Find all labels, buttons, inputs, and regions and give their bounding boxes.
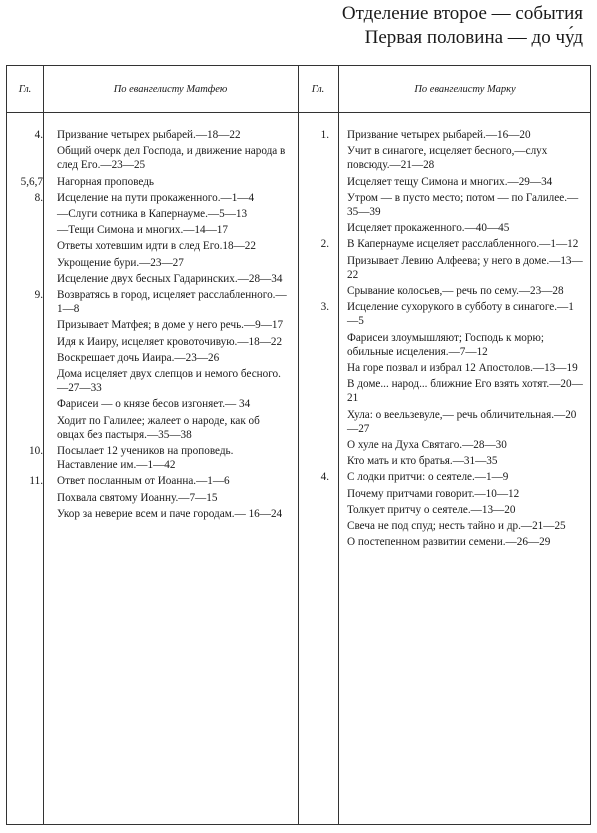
matthew-entry-text: Исцеление на пути прокаженного.—1—4 <box>57 191 255 204</box>
mark-entry-text: В Капернауме исцеляет расслабленного.—1—12 <box>347 238 579 251</box>
mark-entry-text: Толкует притчу о сеятеле.—13—20 <box>347 503 516 516</box>
mark-entry <box>320 300 585 328</box>
mark-entry <box>347 254 585 282</box>
mark-chapter-number: 3. <box>320 301 329 314</box>
mark-entry-text: Свеча не под спуд; несть тайно и др.—21—25 <box>347 520 566 533</box>
matthew-chapter-number: 8. <box>34 191 43 204</box>
matthew-entry <box>57 144 289 172</box>
mark-entry <box>347 487 585 501</box>
mark-entry-text: Исцеляет тещу Симона и многих.—29—34 <box>347 175 553 188</box>
mark-entry <box>347 438 585 452</box>
matthew-entry-text: Фарисеи — о князе бесов изгоняет.— 34 <box>57 398 251 411</box>
mark-entry <box>347 377 585 405</box>
column-divider <box>298 66 299 824</box>
matthew-entry-text: Исцеление двух бесных Гадаринских.—28—34 <box>57 272 283 285</box>
matthew-entry <box>57 318 289 332</box>
header-line-1: Отделение второе — события <box>341 3 583 24</box>
header-mark: По евангелисту Марку <box>414 83 516 95</box>
mark-entry-text: Призвание четырех рыбарей.—16—20 <box>347 129 531 141</box>
matthew-entry-text: Нагорная проповедь <box>57 175 155 188</box>
matthew-entry-text: —Тещи Симона и многих.—14—17 <box>57 224 228 237</box>
concordance-table <box>6 65 591 825</box>
matthew-entry <box>20 175 289 189</box>
mark-entry-text: Исцеление сухорукого в субботу в синагоге.—1—5 <box>347 301 574 328</box>
matthew-entry <box>57 272 289 286</box>
matthew-chapter-number: 9. <box>34 289 43 302</box>
mark-entry <box>347 454 585 468</box>
matthew-entry-text: Посылает 12 учеников на проповедь. Наставление им.—1—42 <box>57 445 234 472</box>
matthew-entry <box>34 288 289 316</box>
mark-entry <box>347 535 585 549</box>
header-divider <box>7 112 590 113</box>
mark-entry-text: Хула: о веельзевуле,— речь обличительная.—20—27 <box>347 408 577 435</box>
mark-entry-text: Призывает Левию Алфеева; у него в доме.—13—22 <box>347 254 583 281</box>
matthew-chapter-number: 5,6,7 <box>20 175 43 188</box>
header-matthew: По евангелисту Матфею <box>113 83 228 95</box>
mark-entry <box>347 408 585 436</box>
header-chapter-mark: Гл. <box>311 83 325 95</box>
matthew-entry-text: Ответы хотевшим идти в след Его.18—22 <box>57 240 256 253</box>
column-divider <box>43 66 44 824</box>
matthew-entry-text: Призвание четырех рыбарей.—18—22 <box>57 129 241 141</box>
mark-entry-text: О хуле на Духа Святаго.—28—30 <box>347 439 507 452</box>
mark-entry-text: Учит в синагоге, исцеляет бесного,—слух повсюду.—21—28 <box>347 145 548 172</box>
mark-column <box>320 128 585 551</box>
matthew-entry <box>57 207 289 221</box>
mark-entry <box>347 361 585 375</box>
matthew-entry <box>29 444 289 472</box>
mark-entry-text: Утром — в пусто место; потом — по Галилее.—35—39 <box>347 191 579 219</box>
mark-entry-text: С лодки притчи: о сеятеле.—1—9 <box>347 471 509 484</box>
column-divider <box>338 66 339 824</box>
matthew-entry <box>57 397 289 411</box>
matthew-entry <box>57 414 289 442</box>
matthew-entry <box>57 335 289 349</box>
matthew-entry <box>57 491 289 505</box>
mark-entry-text: В доме... народ... ближние Его взять хотят.—20—21 <box>347 378 583 405</box>
mark-entry <box>347 519 585 533</box>
matthew-entry-text: Укрощение бури.—23—27 <box>57 256 184 269</box>
mark-chapter-number: 2. <box>320 238 329 251</box>
matthew-entry <box>57 256 289 270</box>
matthew-entry <box>34 128 289 142</box>
matthew-entry-text: Дома исцеляет двух слепцов и немого бесного.—27—33 <box>57 368 281 395</box>
matthew-entry-text: Воскрешает дочь Иаира.—23—26 <box>57 351 220 364</box>
mark-entry-text: Исцеляет прокаженного.—40—45 <box>347 222 510 235</box>
matthew-chapter-number: 4. <box>34 129 43 141</box>
mark-entry-text: Почему притчами говорит.—10—12 <box>347 487 520 500</box>
mark-entry <box>320 470 585 484</box>
matthew-entry <box>57 507 289 521</box>
mark-entry <box>347 191 585 219</box>
matthew-entry <box>29 474 289 488</box>
matthew-entry-text: Ответ посланным от Иоанна.—1—6 <box>57 475 230 488</box>
matthew-entry-text: Ходит по Галилее; жалеет о народе, как об овцах без пастыря.—35—38 <box>57 414 260 441</box>
matthew-column <box>20 128 289 523</box>
mark-entry <box>347 144 585 172</box>
mark-entry-text: Фарисеи злоумышляют; Господь к морю; обильные исцеления.—7—12 <box>347 331 544 358</box>
mark-chapter-number: 1. <box>320 129 329 141</box>
mark-entry-text: Кто мать и кто братья.—31—35 <box>347 455 498 468</box>
mark-entry <box>347 503 585 517</box>
mark-entry-text: О постепенном развитии семени.—26—29 <box>347 536 551 549</box>
mark-chapter-number: 4. <box>320 471 329 484</box>
matthew-entry-text: Возвратясь в город, исцеляет расслабленного.—1—8 <box>57 289 287 316</box>
matthew-entry <box>57 367 289 395</box>
matthew-entry <box>57 351 289 365</box>
mark-entry-text: Срывание колосьев,— речь по сему.—23—28 <box>347 285 564 298</box>
mark-entry <box>347 175 585 189</box>
matthew-entry-text: Укор за неверие всем и паче городам.— 16—24 <box>57 507 283 520</box>
matthew-entry <box>57 239 289 253</box>
mark-entry <box>347 331 585 359</box>
matthew-entry-text: Общий очерк дел Господа, и движение народа в след Его.—23—25 <box>57 145 286 172</box>
mark-entry <box>320 237 585 251</box>
matthew-chapter-number: 11. <box>29 475 43 488</box>
matthew-entry-text: Похвала святому Иоанну.—7—15 <box>57 491 218 504</box>
matthew-entry <box>34 191 289 205</box>
mark-entry <box>320 128 585 142</box>
header-line-2: Первая половина — до чу́д <box>364 27 583 48</box>
page-header <box>342 2 583 50</box>
matthew-entry-text: Идя к Иаиру, исцеляет кровоточивую.—18—22 <box>57 335 283 348</box>
mark-entry-text: На горе позвал и избрал 12 Апостолов.—13—19 <box>347 362 578 375</box>
matthew-entry-text: Призывает Матфея; в доме у него речь.—9—17 <box>57 319 284 332</box>
header-chapter-matthew: Гл. <box>18 83 32 95</box>
mark-entry <box>347 284 585 298</box>
matthew-chapter-number: 10. <box>29 445 43 458</box>
matthew-entry-text: —Слуги сотника в Капернауме.—5—13 <box>57 208 248 221</box>
matthew-entry <box>57 223 289 237</box>
mark-entry <box>347 221 585 235</box>
